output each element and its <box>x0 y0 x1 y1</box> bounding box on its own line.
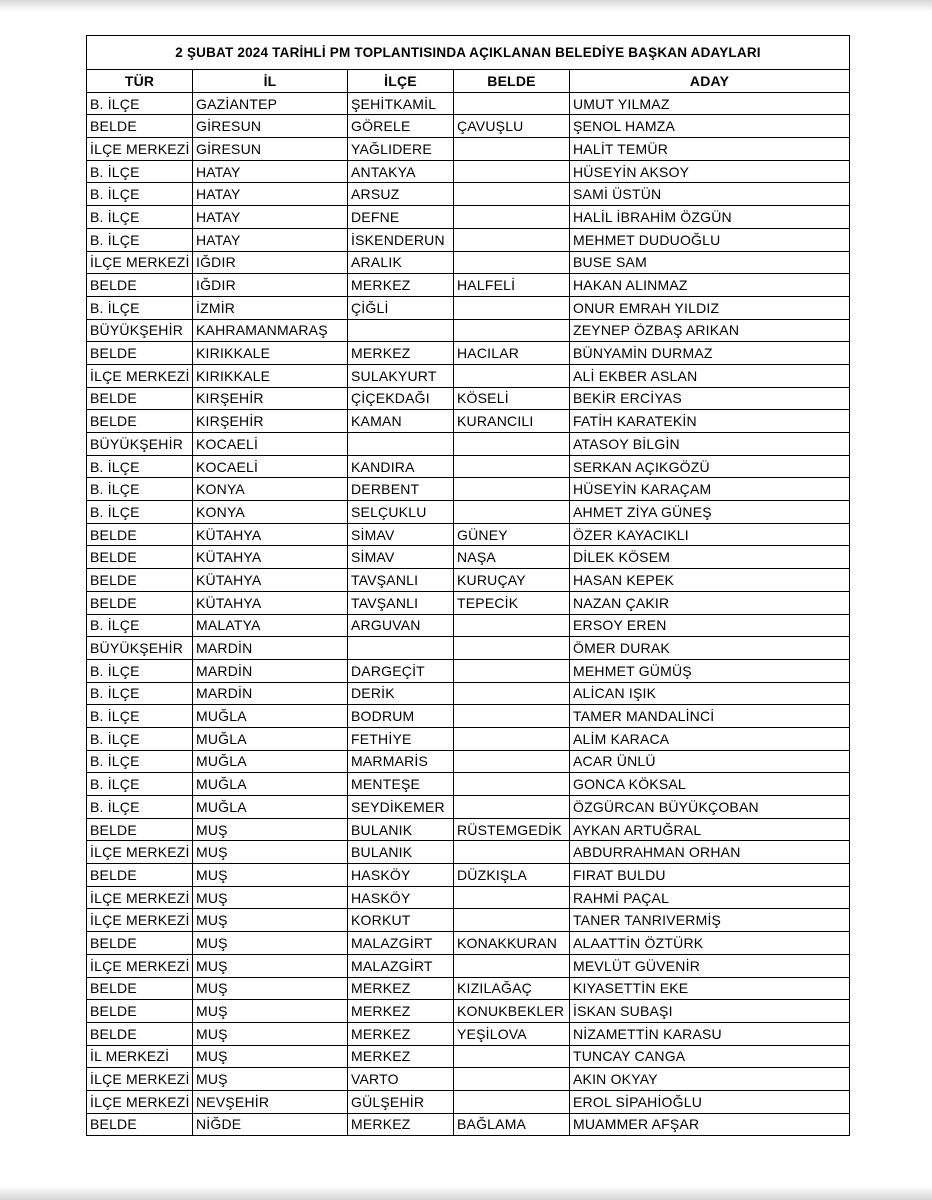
cell-belde: KONAKKURAN <box>454 932 570 955</box>
cell-tur: BELDE <box>87 546 193 569</box>
cell-il: MUŞ <box>193 954 348 977</box>
cell-ilce: MERKEZ <box>348 342 454 365</box>
cell-aday: MEVLÜT GÜVENİR <box>570 954 850 977</box>
cell-ilce: DARGEÇİT <box>348 659 454 682</box>
cell-aday: AKIN OKYAY <box>570 1068 850 1091</box>
cell-il: MUŞ <box>193 1022 348 1045</box>
cell-ilce <box>348 433 454 456</box>
cell-ilce: VARTO <box>348 1068 454 1091</box>
cell-belde <box>454 886 570 909</box>
candidates-table <box>86 35 850 1136</box>
cell-il: MUĞLA <box>193 773 348 796</box>
cell-il: KIRIKKALE <box>193 364 348 387</box>
cell-aday: SERKAN AÇIKGÖZÜ <box>570 455 850 478</box>
table-row <box>87 478 850 501</box>
cell-aday: GONCA KÖKSAL <box>570 773 850 796</box>
cell-tur: B. İLÇE <box>87 501 193 524</box>
cell-aday: ÖZGÜRCAN BÜYÜKÇOBAN <box>570 796 850 819</box>
cell-ilce: SEYDİKEMER <box>348 796 454 819</box>
cell-tur: B. İLÇE <box>87 682 193 705</box>
cell-aday: AYKAN ARTUĞRAL <box>570 818 850 841</box>
cell-tur: İLÇE MERKEZİ <box>87 954 193 977</box>
cell-ilce: TAVŞANLI <box>348 591 454 614</box>
cell-belde <box>454 251 570 274</box>
cell-aday: MEHMET DUDUOĞLU <box>570 228 850 251</box>
table-row <box>87 1045 850 1068</box>
table-row <box>87 342 850 365</box>
cell-il: KIRŞEHİR <box>193 410 348 433</box>
cell-il: IĞDIR <box>193 251 348 274</box>
cell-aday: AHMET ZİYA GÜNEŞ <box>570 501 850 524</box>
cell-tur: BELDE <box>87 818 193 841</box>
cell-aday: ONUR EMRAH YILDIZ <box>570 296 850 319</box>
cell-il: KIRŞEHİR <box>193 387 348 410</box>
cell-belde: RÜSTEMGEDİK <box>454 818 570 841</box>
cell-belde <box>454 750 570 773</box>
cell-il: MUŞ <box>193 841 348 864</box>
cell-belde: BAĞLAMA <box>454 1113 570 1136</box>
cell-belde <box>454 92 570 115</box>
cell-aday: BÜNYAMİN DURMAZ <box>570 342 850 365</box>
cell-il: KAHRAMANMARAŞ <box>193 319 348 342</box>
cell-il: HATAY <box>193 206 348 229</box>
cell-ilce: MERKEZ <box>348 1113 454 1136</box>
cell-ilce: SULAKYURT <box>348 364 454 387</box>
cell-ilce: MERKEZ <box>348 1000 454 1023</box>
cell-belde: HACILAR <box>454 342 570 365</box>
table-row <box>87 410 850 433</box>
table-row <box>87 682 850 705</box>
table-row <box>87 433 850 456</box>
cell-il: MARDİN <box>193 637 348 660</box>
cell-ilce: DERİK <box>348 682 454 705</box>
table-row <box>87 818 850 841</box>
cell-aday: KIYASETTİN EKE <box>570 977 850 1000</box>
cell-aday: FATİH KARATEKİN <box>570 410 850 433</box>
table-row <box>87 138 850 161</box>
table-row <box>87 296 850 319</box>
cell-ilce: MERKEZ <box>348 977 454 1000</box>
cell-aday: ZEYNEP ÖZBAŞ ARIKAN <box>570 319 850 342</box>
cell-belde <box>454 954 570 977</box>
table-row <box>87 546 850 569</box>
table-row <box>87 364 850 387</box>
page-top-edge <box>0 0 932 12</box>
cell-ilce <box>348 319 454 342</box>
table-row <box>87 455 850 478</box>
table-row <box>87 1022 850 1045</box>
cell-belde: GÜNEY <box>454 523 570 546</box>
table-row <box>87 614 850 637</box>
cell-tur: B. İLÇE <box>87 183 193 206</box>
cell-il: KÜTAHYA <box>193 523 348 546</box>
cell-il: GİRESUN <box>193 138 348 161</box>
cell-ilce <box>348 637 454 660</box>
cell-belde: KURUÇAY <box>454 569 570 592</box>
cell-aday: ALİCAN IŞIK <box>570 682 850 705</box>
cell-belde: YEŞİLOVA <box>454 1022 570 1045</box>
table-row <box>87 183 850 206</box>
cell-belde: ÇAVUŞLU <box>454 115 570 138</box>
cell-tur: B. İLÇE <box>87 228 193 251</box>
cell-tur: BELDE <box>87 932 193 955</box>
cell-tur: BELDE <box>87 591 193 614</box>
cell-il: MUŞ <box>193 1068 348 1091</box>
cell-ilce: ARALIK <box>348 251 454 274</box>
cell-ilce: ÇİĞLİ <box>348 296 454 319</box>
cell-il: GİRESUN <box>193 115 348 138</box>
cell-il: KÜTAHYA <box>193 569 348 592</box>
cell-il: KÜTAHYA <box>193 591 348 614</box>
cell-aday: SAMİ ÜSTÜN <box>570 183 850 206</box>
table-row <box>87 569 850 592</box>
table-row <box>87 274 850 297</box>
table-row <box>87 932 850 955</box>
cell-tur: BELDE <box>87 523 193 546</box>
column-header-belde: BELDE <box>454 70 570 93</box>
cell-aday: MUAMMER AFŞAR <box>570 1113 850 1136</box>
cell-ilce: ANTAKYA <box>348 160 454 183</box>
cell-belde <box>454 206 570 229</box>
cell-tur: BELDE <box>87 410 193 433</box>
cell-belde <box>454 478 570 501</box>
table-row <box>87 727 850 750</box>
cell-ilce: BODRUM <box>348 705 454 728</box>
cell-il: KOCAELİ <box>193 455 348 478</box>
cell-aday: ÖZER KAYACIKLI <box>570 523 850 546</box>
table-row <box>87 750 850 773</box>
cell-ilce: ÇİÇEKDAĞI <box>348 387 454 410</box>
cell-aday: BEKİR ERCİYAS <box>570 387 850 410</box>
cell-tur: B. İLÇE <box>87 773 193 796</box>
cell-aday: HAKAN ALINMAZ <box>570 274 850 297</box>
cell-il: İZMİR <box>193 296 348 319</box>
cell-aday: ALİ EKBER ASLAN <box>570 364 850 387</box>
cell-tur: B. İLÇE <box>87 614 193 637</box>
cell-belde: KÖSELİ <box>454 387 570 410</box>
cell-tur: B. İLÇE <box>87 727 193 750</box>
cell-tur: İLÇE MERKEZİ <box>87 138 193 161</box>
cell-belde: DÜZKIŞLA <box>454 864 570 887</box>
cell-ilce: FETHİYE <box>348 727 454 750</box>
table-row <box>87 228 850 251</box>
document-title: 2 ŞUBAT 2024 TARİHLİ PM TOPLANTISINDA AÇIKLANAN BELEDİYE BAŞKAN ADAYLARI <box>87 36 850 70</box>
cell-il: MUŞ <box>193 864 348 887</box>
cell-il: MUŞ <box>193 932 348 955</box>
cell-belde <box>454 659 570 682</box>
cell-belde <box>454 614 570 637</box>
table-row <box>87 841 850 864</box>
cell-tur: B. İLÇE <box>87 296 193 319</box>
cell-tur: B. İLÇE <box>87 796 193 819</box>
cell-tur: BÜYÜKŞEHİR <box>87 433 193 456</box>
cell-tur: BELDE <box>87 115 193 138</box>
cell-aday: ABDURRAHMAN ORHAN <box>570 841 850 864</box>
cell-ilce: MERKEZ <box>348 1022 454 1045</box>
cell-tur: B. İLÇE <box>87 92 193 115</box>
cell-tur: BELDE <box>87 274 193 297</box>
column-header-ilce: İLÇE <box>348 70 454 93</box>
cell-belde <box>454 228 570 251</box>
cell-aday: BUSE SAM <box>570 251 850 274</box>
cell-ilce: ARGUVAN <box>348 614 454 637</box>
cell-belde: NAŞA <box>454 546 570 569</box>
cell-belde <box>454 841 570 864</box>
cell-belde <box>454 501 570 524</box>
cell-belde <box>454 727 570 750</box>
cell-tur: BÜYÜKŞEHİR <box>87 637 193 660</box>
cell-il: GAZİANTEP <box>193 92 348 115</box>
header-row <box>87 70 850 93</box>
cell-ilce: MERKEZ <box>348 1045 454 1068</box>
cell-aday: ATASOY BİLGİN <box>570 433 850 456</box>
cell-aday: ALİM KARACA <box>570 727 850 750</box>
table-row <box>87 1000 850 1023</box>
cell-tur: İLÇE MERKEZİ <box>87 841 193 864</box>
table-row <box>87 92 850 115</box>
table-row <box>87 977 850 1000</box>
cell-ilce: DERBENT <box>348 478 454 501</box>
cell-il: MUŞ <box>193 818 348 841</box>
cell-tur: BÜYÜKŞEHİR <box>87 319 193 342</box>
cell-il: MALATYA <box>193 614 348 637</box>
cell-tur: B. İLÇE <box>87 455 193 478</box>
cell-aday: MEHMET GÜMÜŞ <box>570 659 850 682</box>
table-row <box>87 1090 850 1113</box>
table-row <box>87 886 850 909</box>
cell-aday: İSKAN SUBAŞI <box>570 1000 850 1023</box>
table-row <box>87 864 850 887</box>
cell-aday: ALAATTİN ÖZTÜRK <box>570 932 850 955</box>
cell-tur: İLÇE MERKEZİ <box>87 364 193 387</box>
cell-tur: B. İLÇE <box>87 705 193 728</box>
table-body <box>87 92 850 1136</box>
table-row <box>87 160 850 183</box>
cell-il: MUĞLA <box>193 705 348 728</box>
cell-belde <box>454 455 570 478</box>
cell-aday: FIRAT BULDU <box>570 864 850 887</box>
cell-il: HATAY <box>193 183 348 206</box>
cell-tur: B. İLÇE <box>87 478 193 501</box>
cell-il: MUĞLA <box>193 750 348 773</box>
cell-aday: NAZAN ÇAKIR <box>570 591 850 614</box>
cell-il: MUĞLA <box>193 796 348 819</box>
cell-il: MUŞ <box>193 1045 348 1068</box>
table-row <box>87 1113 850 1136</box>
cell-il: MARDİN <box>193 682 348 705</box>
table-row <box>87 115 850 138</box>
column-header-tur: TÜR <box>87 70 193 93</box>
cell-belde <box>454 160 570 183</box>
cell-ilce: ŞEHİTKAMİL <box>348 92 454 115</box>
cell-tur: İLÇE MERKEZİ <box>87 886 193 909</box>
table-row <box>87 909 850 932</box>
cell-belde <box>454 773 570 796</box>
table-row <box>87 206 850 229</box>
table-row <box>87 705 850 728</box>
cell-ilce: SİMAV <box>348 546 454 569</box>
cell-ilce: İSKENDERUN <box>348 228 454 251</box>
cell-belde <box>454 796 570 819</box>
cell-ilce: ARSUZ <box>348 183 454 206</box>
cell-belde <box>454 433 570 456</box>
table-row <box>87 387 850 410</box>
cell-tur: BELDE <box>87 1000 193 1023</box>
table-row <box>87 637 850 660</box>
cell-ilce: KORKUT <box>348 909 454 932</box>
cell-il: NİĞDE <box>193 1113 348 1136</box>
column-header-aday: ADAY <box>570 70 850 93</box>
cell-belde <box>454 1090 570 1113</box>
cell-il: MUŞ <box>193 886 348 909</box>
cell-belde <box>454 319 570 342</box>
cell-belde <box>454 296 570 319</box>
cell-ilce: BULANIK <box>348 841 454 864</box>
cell-tur: İLÇE MERKEZİ <box>87 1068 193 1091</box>
cell-tur: İLÇE MERKEZİ <box>87 251 193 274</box>
cell-tur: İLÇE MERKEZİ <box>87 909 193 932</box>
cell-aday: ERSOY EREN <box>570 614 850 637</box>
cell-aday: HÜSEYİN KARAÇAM <box>570 478 850 501</box>
cell-ilce: YAĞLIDERE <box>348 138 454 161</box>
cell-aday: DİLEK KÖSEM <box>570 546 850 569</box>
cell-il: KOCAELİ <box>193 433 348 456</box>
cell-ilce: TAVŞANLI <box>348 569 454 592</box>
table-row <box>87 659 850 682</box>
cell-aday: HÜSEYİN AKSOY <box>570 160 850 183</box>
cell-aday: RAHMİ PAÇAL <box>570 886 850 909</box>
cell-ilce: MALAZGİRT <box>348 954 454 977</box>
cell-tur: İL MERKEZİ <box>87 1045 193 1068</box>
cell-aday: HALİL İBRAHİM ÖZGÜN <box>570 206 850 229</box>
cell-belde <box>454 138 570 161</box>
page-bottom-edge <box>0 1186 932 1200</box>
cell-aday: TANER TANRIVERMİŞ <box>570 909 850 932</box>
cell-il: MARDİN <box>193 659 348 682</box>
cell-ilce: MALAZGİRT <box>348 932 454 955</box>
cell-ilce: BULANIK <box>348 818 454 841</box>
cell-ilce: GÜLŞEHİR <box>348 1090 454 1113</box>
cell-aday: TUNCAY CANGA <box>570 1045 850 1068</box>
cell-tur: B. İLÇE <box>87 206 193 229</box>
cell-il: KÜTAHYA <box>193 546 348 569</box>
cell-tur: B. İLÇE <box>87 659 193 682</box>
cell-il: MUŞ <box>193 1000 348 1023</box>
cell-il: IĞDIR <box>193 274 348 297</box>
table-row <box>87 796 850 819</box>
cell-aday: UMUT YILMAZ <box>570 92 850 115</box>
cell-aday: EROL SİPAHİOĞLU <box>570 1090 850 1113</box>
cell-il: KONYA <box>193 478 348 501</box>
table-row <box>87 319 850 342</box>
cell-belde <box>454 705 570 728</box>
table-row <box>87 523 850 546</box>
cell-tur: İLÇE MERKEZİ <box>87 1090 193 1113</box>
cell-belde: KURANCILI <box>454 410 570 433</box>
cell-belde: HALFELİ <box>454 274 570 297</box>
cell-il: MUŞ <box>193 909 348 932</box>
cell-il: NEVŞEHİR <box>193 1090 348 1113</box>
cell-belde <box>454 364 570 387</box>
cell-aday: ŞENOL HAMZA <box>570 115 850 138</box>
cell-belde <box>454 183 570 206</box>
cell-aday: ACAR ÜNLÜ <box>570 750 850 773</box>
cell-il: MUĞLA <box>193 727 348 750</box>
cell-tur: BELDE <box>87 1113 193 1136</box>
cell-ilce: MARMARİS <box>348 750 454 773</box>
cell-ilce: SELÇUKLU <box>348 501 454 524</box>
cell-aday: HASAN KEPEK <box>570 569 850 592</box>
column-header-il: İL <box>193 70 348 93</box>
cell-ilce: DEFNE <box>348 206 454 229</box>
cell-belde <box>454 682 570 705</box>
cell-il: HATAY <box>193 160 348 183</box>
cell-aday: NİZAMETTİN KARASU <box>570 1022 850 1045</box>
cell-tur: BELDE <box>87 1022 193 1045</box>
cell-tur: BELDE <box>87 342 193 365</box>
cell-aday: ÖMER DURAK <box>570 637 850 660</box>
cell-ilce: KAMAN <box>348 410 454 433</box>
cell-ilce: HASKÖY <box>348 886 454 909</box>
cell-belde: TEPECİK <box>454 591 570 614</box>
cell-belde <box>454 1045 570 1068</box>
cell-tur: BELDE <box>87 864 193 887</box>
title-row <box>87 36 850 70</box>
cell-tur: B. İLÇE <box>87 160 193 183</box>
cell-belde <box>454 1068 570 1091</box>
cell-tur: BELDE <box>87 977 193 1000</box>
cell-ilce: SİMAV <box>348 523 454 546</box>
cell-tur: B. İLÇE <box>87 750 193 773</box>
cell-tur: BELDE <box>87 387 193 410</box>
cell-il: HATAY <box>193 228 348 251</box>
table-row <box>87 1068 850 1091</box>
table-row <box>87 251 850 274</box>
cell-ilce: KANDIRA <box>348 455 454 478</box>
cell-ilce: MERKEZ <box>348 274 454 297</box>
cell-tur: BELDE <box>87 569 193 592</box>
cell-il: MUŞ <box>193 977 348 1000</box>
cell-il: KONYA <box>193 501 348 524</box>
cell-il: KIRIKKALE <box>193 342 348 365</box>
cell-ilce: MENTEŞE <box>348 773 454 796</box>
cell-belde: KIZILAĞAÇ <box>454 977 570 1000</box>
cell-belde <box>454 909 570 932</box>
table-row <box>87 954 850 977</box>
cell-belde <box>454 637 570 660</box>
cell-belde: KONUKBEKLER <box>454 1000 570 1023</box>
table-row <box>87 591 850 614</box>
cell-ilce: HASKÖY <box>348 864 454 887</box>
table-row <box>87 773 850 796</box>
cell-aday: HALİT TEMÜR <box>570 138 850 161</box>
cell-ilce: GÖRELE <box>348 115 454 138</box>
table-row <box>87 501 850 524</box>
cell-aday: TAMER MANDALİNCİ <box>570 705 850 728</box>
